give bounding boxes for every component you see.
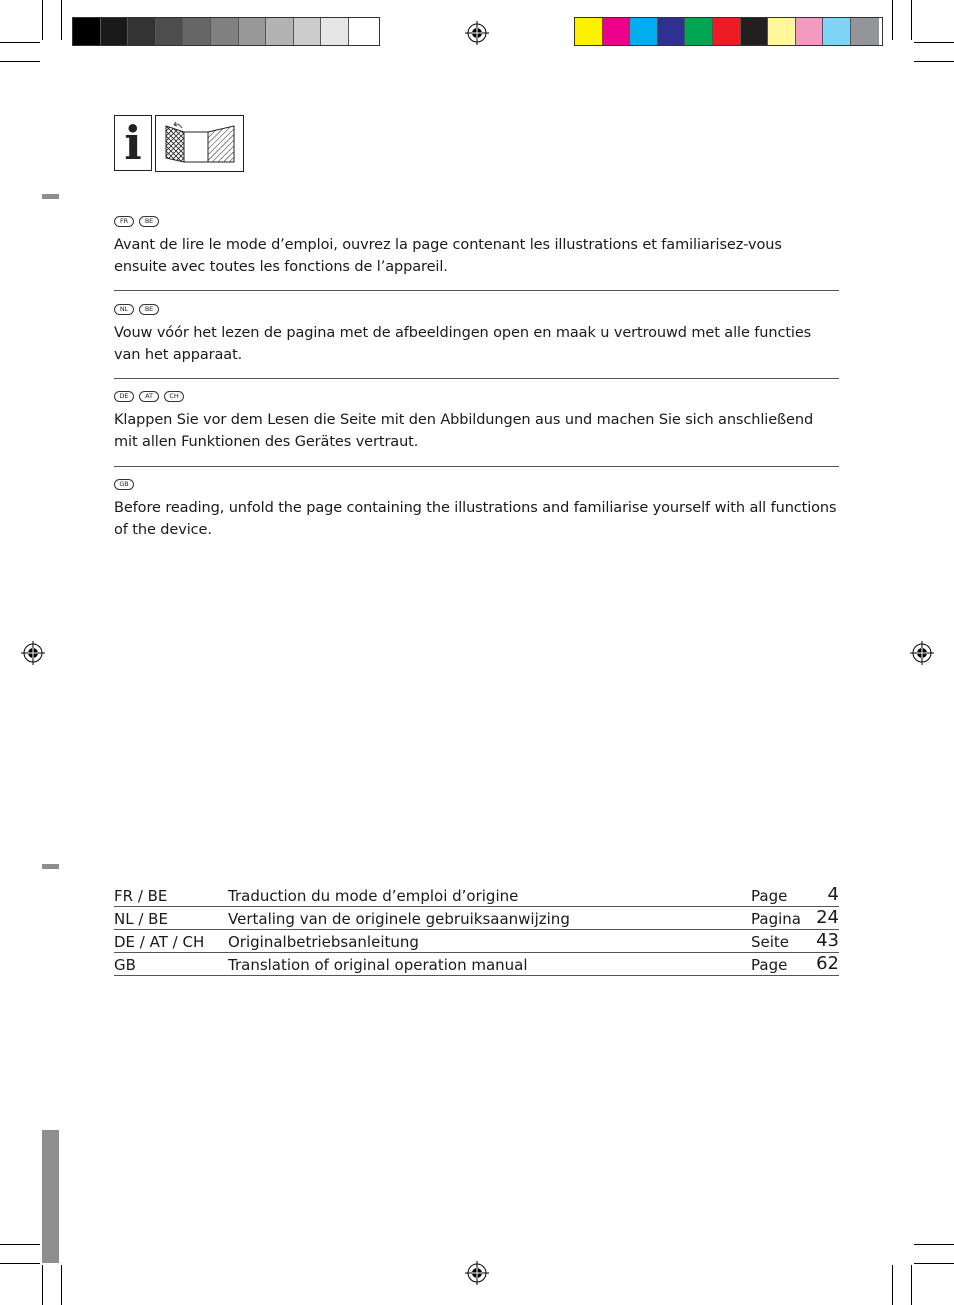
divider [114, 466, 839, 467]
gray-swatch [266, 18, 294, 45]
language-badges [114, 391, 839, 405]
toc-page-number: 24 [816, 907, 839, 928]
grayscale-calibration-bar [72, 17, 380, 46]
toc-row[interactable] [114, 907, 839, 930]
gray-swatch [239, 18, 267, 45]
language-badge: FR [114, 216, 134, 227]
toc-page-number: 62 [816, 953, 839, 974]
color-swatch [796, 18, 824, 45]
gray-swatch [183, 18, 211, 45]
color-swatch [851, 18, 879, 45]
section-nl-be [114, 304, 839, 366]
toc-page-label: Page [751, 956, 788, 974]
gray-swatch [321, 18, 349, 45]
instruction-text: Before reading, unfold the page containing the illustrations and familiarise yourself with all functions of the device. [114, 500, 837, 538]
language-badge: CH [164, 391, 184, 402]
registration-mark-icon [465, 1261, 489, 1285]
instruction-text: Avant de lire le mode d’emploi, ouvrez la page contenant les illustrations et familiarisez-vous ensuite avec toutes les fonctions de l’appareil. [114, 237, 782, 275]
section-de-at-ch [114, 391, 839, 453]
toc-page-label: Pagina [751, 910, 801, 928]
instruction-text: Klappen Sie vor dem Lesen die Seite mit den Abbildungen aus und machen Sie sich anschließend mit allen Funktionen des Gerätes vertraut. [114, 412, 814, 450]
language-badges [114, 304, 839, 318]
registration-mark-icon [21, 641, 45, 665]
instruction-text: Vouw vóór het lezen de pagina met de afbeeldingen open en maak u vertrouwd met alle functies van het apparaat. [114, 325, 812, 363]
language-badge: BE [139, 304, 159, 315]
language-badges [114, 479, 839, 493]
side-tab [42, 1130, 59, 1263]
gray-swatch [294, 18, 322, 45]
toc-title: Translation of original operation manual [228, 956, 528, 974]
color-swatch [630, 18, 658, 45]
color-swatch [768, 18, 796, 45]
language-badge: BE [139, 216, 159, 227]
toc-row[interactable] [114, 953, 839, 976]
toc-page-label: Seite [751, 933, 790, 951]
toc-row[interactable] [114, 884, 839, 907]
registration-mark-icon [465, 21, 489, 45]
color-swatch [713, 18, 741, 45]
gray-swatch [128, 18, 156, 45]
info-icon: i [124, 116, 142, 170]
toc-language-code: NL / BE [114, 910, 168, 928]
gray-swatch [211, 18, 239, 45]
toc-title: Originalbetriebsanleitung [228, 933, 419, 951]
toc-language-code: DE / AT / CH [114, 933, 205, 951]
gray-swatch [101, 18, 129, 45]
gray-swatch [349, 18, 377, 45]
color-swatch [603, 18, 631, 45]
color-swatch [741, 18, 769, 45]
toc-title: Vertaling van de originele gebruiksaanwijzing [228, 910, 570, 928]
fold-out-page-icon [156, 116, 243, 171]
side-marker [42, 194, 59, 199]
toc-page-number: 4 [827, 884, 839, 905]
table-of-contents [114, 884, 839, 976]
toc-page-number: 43 [816, 930, 839, 951]
toc-language-code: GB [114, 956, 136, 974]
color-swatch [658, 18, 686, 45]
color-swatch [685, 18, 713, 45]
color-calibration-bar [574, 17, 883, 46]
toc-language-code: FR / BE [114, 887, 168, 905]
color-swatch [823, 18, 851, 45]
toc-page-label: Page [751, 887, 788, 905]
language-badge: DE [114, 391, 134, 402]
language-badge: GB [114, 479, 134, 490]
divider [114, 378, 839, 379]
gray-swatch [73, 18, 101, 45]
toc-title: Traduction du mode d’emploi d’origine [228, 887, 519, 905]
section-gb [114, 479, 839, 541]
language-badge: NL [114, 304, 134, 315]
registration-mark-icon [910, 641, 934, 665]
divider [114, 290, 839, 291]
fold-out-page-icon-box [155, 115, 244, 172]
language-badges [114, 216, 839, 230]
toc-row[interactable] [114, 930, 839, 953]
section-fr-be [114, 216, 839, 278]
language-badge: AT [139, 391, 159, 402]
side-marker [42, 864, 59, 869]
info-icon-box [114, 115, 152, 171]
gray-swatch [156, 18, 184, 45]
color-swatch [575, 18, 603, 45]
